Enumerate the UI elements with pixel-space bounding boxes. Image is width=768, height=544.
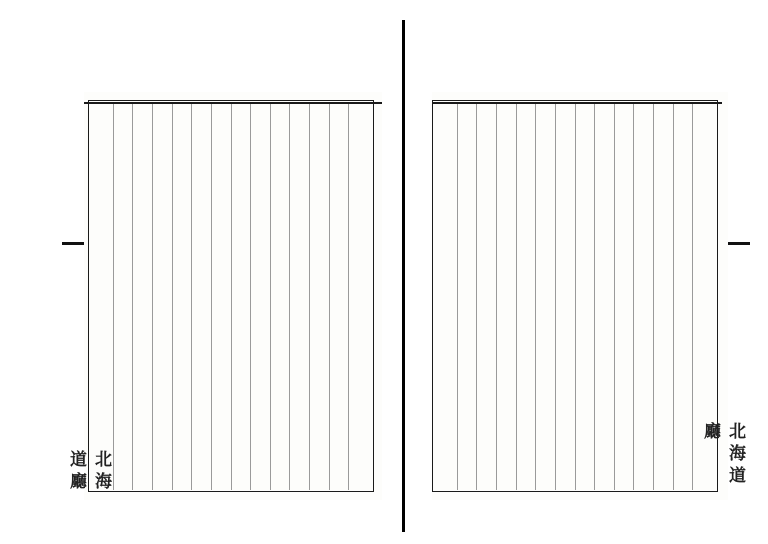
right-column-1 bbox=[692, 104, 712, 490]
right-column-5 bbox=[614, 104, 634, 490]
left-column-8 bbox=[211, 104, 231, 490]
left-column-12 bbox=[132, 104, 152, 490]
left-column-10 bbox=[172, 104, 192, 490]
left-column-14 bbox=[94, 104, 113, 490]
right-column-8 bbox=[555, 104, 575, 490]
right-page-columns bbox=[438, 104, 712, 490]
right-column-7 bbox=[575, 104, 595, 490]
left-column-1 bbox=[348, 104, 368, 490]
left-page-margin-label: 北海道廳 bbox=[66, 450, 111, 494]
right-column-9 bbox=[535, 104, 555, 490]
left-column-9 bbox=[191, 104, 211, 490]
left-page bbox=[66, 92, 382, 500]
right-column-12 bbox=[476, 104, 496, 490]
left-column-11 bbox=[152, 104, 172, 490]
left-column-4 bbox=[289, 104, 309, 490]
right-column-13 bbox=[457, 104, 477, 490]
left-column-5 bbox=[270, 104, 290, 490]
right-page bbox=[432, 92, 745, 500]
right-column-10 bbox=[516, 104, 536, 490]
right-column-4 bbox=[633, 104, 653, 490]
left-column-2 bbox=[329, 104, 349, 490]
left-column-6 bbox=[250, 104, 270, 490]
right-column-14 bbox=[438, 104, 457, 490]
left-column-3 bbox=[309, 104, 329, 490]
right-column-6 bbox=[594, 104, 614, 490]
left-page-columns bbox=[94, 104, 368, 490]
right-column-2 bbox=[673, 104, 693, 490]
right-page-margin-label: 北海道廳 bbox=[700, 422, 745, 488]
center-binding-line bbox=[402, 20, 405, 532]
right-column-11 bbox=[496, 104, 516, 490]
right-column-3 bbox=[653, 104, 673, 490]
left-column-13 bbox=[113, 104, 133, 490]
left-column-7 bbox=[231, 104, 251, 490]
